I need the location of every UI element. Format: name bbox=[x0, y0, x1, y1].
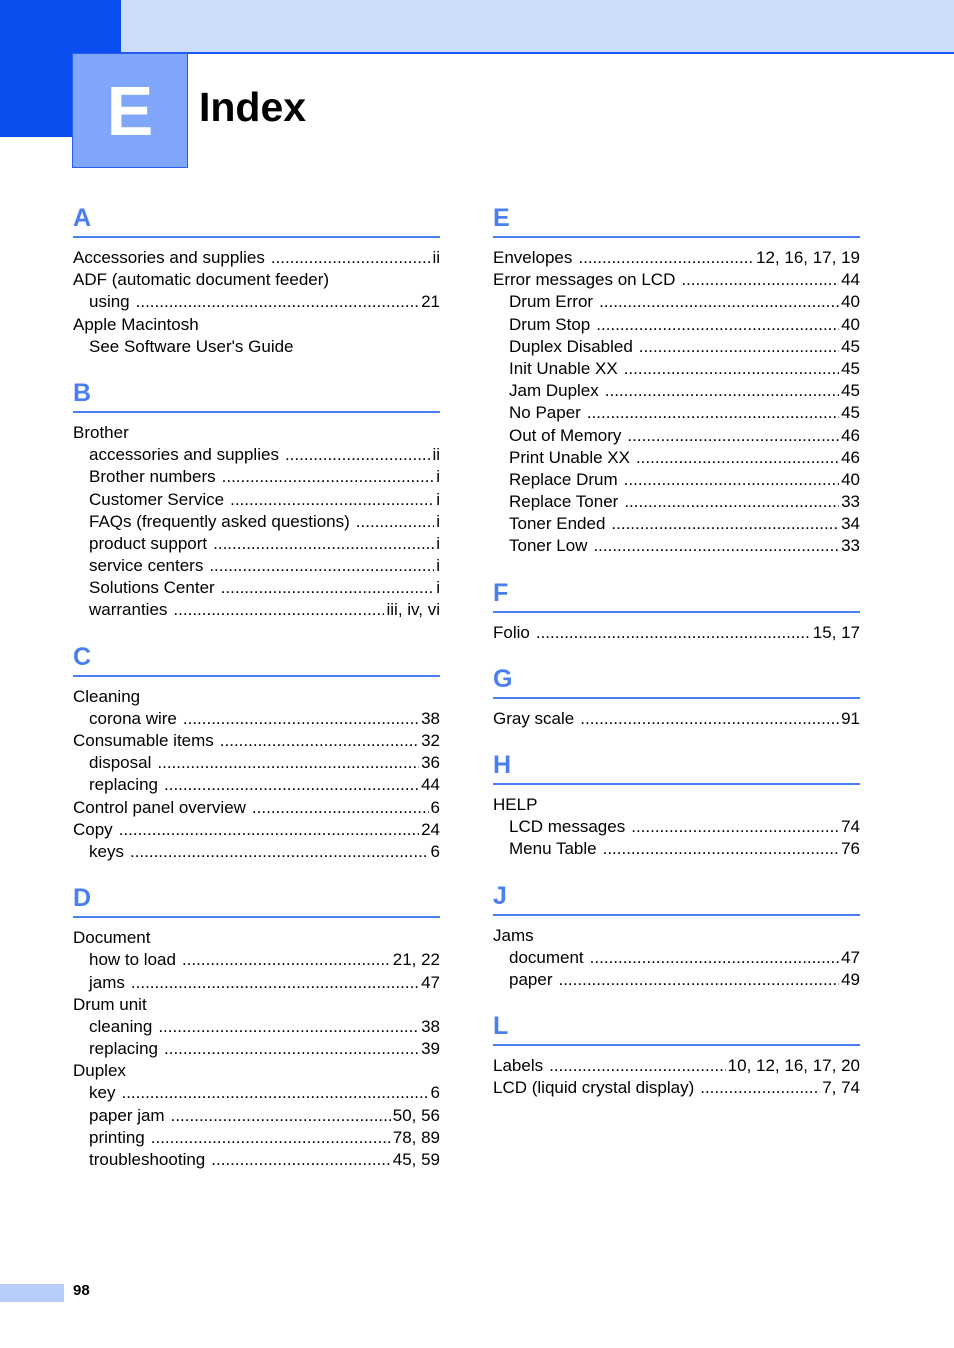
dot-leader bbox=[639, 336, 839, 358]
index-subentry bbox=[493, 816, 860, 838]
section-letter-heading: H bbox=[493, 750, 860, 785]
entry-page-ref[interactable]: 45, 59 bbox=[392, 1150, 440, 1169]
index-subentry bbox=[493, 425, 860, 447]
entry-term: Replace Toner bbox=[509, 492, 619, 512]
index-subentry bbox=[73, 577, 440, 599]
dot-leader bbox=[549, 1055, 726, 1077]
dot-leader bbox=[164, 1038, 419, 1060]
entry-page-ref[interactable]: 21 bbox=[421, 292, 440, 312]
index-entry bbox=[73, 1060, 440, 1082]
index-subentry bbox=[73, 752, 440, 774]
index-subentry bbox=[73, 949, 440, 971]
index-subentry bbox=[493, 947, 860, 969]
index-subentry bbox=[493, 513, 860, 535]
entry-page-ref[interactable]: 36 bbox=[421, 753, 440, 773]
footer-tab bbox=[0, 1284, 64, 1302]
entry-term: Duplex Disabled bbox=[509, 336, 633, 356]
page-number: 98 bbox=[73, 1282, 90, 1299]
index-subentry bbox=[493, 535, 860, 557]
chapter-letter: E bbox=[72, 53, 188, 168]
entry-term: accessories and supplies bbox=[89, 445, 279, 465]
entry-term: Jam Duplex bbox=[509, 381, 599, 401]
entry-term: HELP bbox=[493, 795, 538, 814]
dot-leader bbox=[700, 1077, 820, 1099]
index-subentry bbox=[73, 841, 440, 863]
entry-term: printing bbox=[89, 1127, 145, 1147]
index-subentry bbox=[73, 1082, 440, 1104]
entry-page-ref[interactable]: 38 bbox=[421, 1016, 440, 1036]
entry-term: Copy bbox=[73, 819, 113, 839]
entry-term: cleaning bbox=[89, 1016, 153, 1036]
entry-term: Control panel overview bbox=[73, 797, 246, 817]
entry-page-ref[interactable]: 45 bbox=[841, 403, 860, 423]
dot-leader bbox=[171, 1105, 391, 1127]
entry-page-ref[interactable]: iii, iv, vi bbox=[386, 600, 440, 620]
dot-leader bbox=[627, 425, 839, 447]
index-subentry bbox=[73, 774, 440, 796]
index-subentry bbox=[493, 380, 860, 402]
index-entry bbox=[73, 819, 440, 841]
index-section bbox=[73, 378, 440, 622]
dot-leader bbox=[596, 314, 839, 336]
entry-term: replacing bbox=[89, 1039, 158, 1059]
entry-term: Drum Error bbox=[509, 292, 594, 312]
index-section bbox=[493, 578, 860, 644]
entry-term: Gray scale bbox=[493, 708, 575, 728]
entry-term: Brother numbers bbox=[89, 467, 216, 487]
entry-page-ref[interactable]: ii bbox=[432, 248, 440, 267]
entry-term: Solutions Center bbox=[89, 578, 215, 598]
entry-term: service centers bbox=[89, 556, 204, 576]
index-entry bbox=[493, 247, 860, 269]
entry-term: Replace Drum bbox=[509, 469, 618, 489]
entry-term: Jams bbox=[493, 925, 534, 945]
entry-term: document bbox=[509, 947, 584, 967]
entry-page-ref[interactable]: 76 bbox=[841, 839, 860, 859]
dot-leader bbox=[209, 555, 434, 577]
entry-page-ref[interactable]: 32 bbox=[421, 731, 440, 750]
dot-leader bbox=[603, 838, 839, 860]
entry-term: corona wire bbox=[89, 708, 177, 728]
index-subentry bbox=[73, 1127, 440, 1149]
entry-term: Menu Table bbox=[509, 839, 597, 859]
index-subentry bbox=[73, 1149, 440, 1171]
index-subentry bbox=[73, 291, 440, 313]
index-entry bbox=[73, 314, 440, 336]
entry-term: Print Unable XX bbox=[509, 447, 630, 467]
entry-term: Apple Macintosh bbox=[73, 314, 199, 334]
entry-page-ref[interactable]: 46 bbox=[841, 447, 860, 467]
dot-leader bbox=[220, 730, 419, 752]
dot-leader bbox=[624, 491, 839, 513]
index-entry bbox=[73, 730, 440, 752]
index-entry bbox=[493, 708, 860, 730]
dot-leader bbox=[271, 247, 431, 269]
index-entry bbox=[73, 927, 440, 949]
index-entry bbox=[73, 797, 440, 819]
entry-page-ref[interactable]: 50, 56 bbox=[392, 1105, 440, 1125]
entry-term: ADF (automatic document feeder) bbox=[73, 270, 330, 290]
entry-list bbox=[493, 1055, 860, 1099]
index-subentry bbox=[493, 402, 860, 424]
entry-term: key bbox=[89, 1083, 116, 1103]
entry-page-ref[interactable]: i bbox=[436, 533, 440, 553]
entry-page-ref[interactable]: 78, 89 bbox=[392, 1127, 440, 1147]
entry-page-ref[interactable]: 45 bbox=[841, 381, 860, 401]
section-letter-heading: G bbox=[493, 664, 860, 699]
dot-leader bbox=[230, 489, 434, 511]
entry-page-ref[interactable]: 6 bbox=[430, 1083, 440, 1103]
index-subentry bbox=[73, 599, 440, 621]
index-entry bbox=[73, 422, 440, 444]
entry-term: paper jam bbox=[89, 1105, 165, 1125]
entry-page-ref[interactable]: 6 bbox=[430, 841, 440, 861]
entry-term: using bbox=[89, 292, 130, 312]
entry-page-ref[interactable]: 45 bbox=[841, 358, 860, 378]
dot-leader bbox=[252, 797, 429, 819]
entry-list bbox=[493, 622, 860, 644]
entry-term: disposal bbox=[89, 753, 152, 773]
dot-leader bbox=[121, 1082, 428, 1104]
index-subentry bbox=[73, 708, 440, 730]
entry-page-ref[interactable]: 47 bbox=[841, 947, 860, 967]
index-subentry bbox=[493, 447, 860, 469]
entry-page-ref[interactable]: 33 bbox=[841, 536, 860, 556]
entry-term: No Paper bbox=[509, 403, 581, 423]
entry-page-ref[interactable]: 34 bbox=[841, 514, 860, 534]
dot-leader bbox=[558, 969, 839, 991]
dot-leader bbox=[221, 577, 435, 599]
index-subentry bbox=[73, 972, 440, 994]
entry-page-ref[interactable]: 46 bbox=[841, 425, 860, 445]
entry-term: Labels bbox=[493, 1056, 544, 1076]
dot-leader bbox=[624, 469, 839, 491]
entry-term: Folio bbox=[493, 622, 530, 642]
page-title: Index bbox=[199, 84, 307, 130]
dot-leader bbox=[681, 269, 839, 291]
index-subentry bbox=[493, 491, 860, 513]
entry-page-ref[interactable]: 7, 74 bbox=[822, 1078, 860, 1098]
entry-term: product support bbox=[89, 533, 208, 553]
entry-page-ref[interactable]: 45 bbox=[841, 336, 860, 356]
dot-leader bbox=[636, 447, 839, 469]
entry-term: Envelopes bbox=[493, 248, 573, 267]
index-entry bbox=[73, 686, 440, 708]
entry-term: Document bbox=[73, 928, 151, 948]
entry-term: replacing bbox=[89, 775, 158, 795]
entry-page-ref[interactable]: 6 bbox=[430, 797, 440, 817]
entry-list bbox=[493, 708, 860, 730]
dot-leader bbox=[605, 380, 839, 402]
entry-page-ref[interactable]: 38 bbox=[421, 708, 440, 728]
index-entry bbox=[73, 269, 440, 291]
section-letter-heading: J bbox=[493, 881, 860, 916]
dot-leader bbox=[587, 402, 839, 424]
entry-list bbox=[493, 247, 860, 558]
entry-page-ref[interactable]: 10, 12, 16, 17, 20 bbox=[727, 1056, 860, 1076]
entry-list bbox=[73, 927, 440, 1171]
index-subentry bbox=[493, 336, 860, 358]
section-letter-heading: C bbox=[73, 642, 440, 677]
index-subentry bbox=[73, 489, 440, 511]
dot-leader bbox=[182, 949, 391, 971]
dot-leader bbox=[164, 774, 419, 796]
entry-term: troubleshooting bbox=[89, 1150, 206, 1169]
index-section bbox=[493, 1011, 860, 1099]
index-subentry bbox=[493, 314, 860, 336]
dot-leader bbox=[131, 972, 419, 994]
entry-term: Cleaning bbox=[73, 686, 141, 706]
entry-page-ref[interactable]: 47 bbox=[421, 972, 440, 992]
entry-term: Error messages on LCD bbox=[493, 270, 676, 290]
section-letter-heading: A bbox=[73, 203, 440, 238]
index-entry bbox=[493, 925, 860, 947]
index-entry bbox=[493, 269, 860, 291]
entry-page-ref[interactable]: 39 bbox=[421, 1039, 440, 1059]
index-section bbox=[493, 664, 860, 730]
index-entry bbox=[493, 1055, 860, 1077]
entry-term: Consumable items bbox=[73, 731, 214, 750]
index-section bbox=[73, 203, 440, 358]
entry-page-ref[interactable]: 44 bbox=[421, 775, 440, 795]
entry-term: FAQs (frequently asked questions) bbox=[89, 511, 350, 531]
entry-page-ref[interactable]: 74 bbox=[841, 817, 860, 837]
dot-leader bbox=[158, 1016, 419, 1038]
dot-leader bbox=[590, 947, 839, 969]
index-subentry bbox=[493, 969, 860, 991]
index-entry bbox=[73, 994, 440, 1016]
entry-term: Toner Ended bbox=[509, 514, 606, 534]
entry-list bbox=[73, 247, 440, 358]
dot-leader bbox=[222, 466, 435, 488]
entry-page-ref[interactable]: i bbox=[436, 489, 440, 509]
index-entry bbox=[493, 794, 860, 816]
dot-leader bbox=[211, 1149, 390, 1171]
entry-page-ref[interactable]: i bbox=[436, 511, 440, 531]
index-subentry bbox=[493, 358, 860, 380]
entry-term: paper bbox=[509, 969, 553, 989]
index-entry bbox=[493, 1077, 860, 1099]
entry-page-ref[interactable]: 91 bbox=[841, 708, 860, 728]
entry-term: LCD messages bbox=[509, 817, 626, 837]
header-rule bbox=[121, 52, 954, 54]
entry-term: how to load bbox=[89, 950, 176, 970]
index-subentry bbox=[73, 533, 440, 555]
entry-term: See Software User's Guide bbox=[89, 336, 294, 356]
dot-leader bbox=[536, 622, 811, 644]
index-subentry bbox=[493, 838, 860, 860]
entry-list bbox=[73, 686, 440, 864]
entry-term: Accessories and supplies bbox=[73, 248, 265, 267]
dot-leader bbox=[593, 535, 839, 557]
entry-page-ref[interactable]: 49 bbox=[841, 969, 860, 989]
index-column-left bbox=[73, 203, 440, 1191]
entry-term: keys bbox=[89, 841, 124, 861]
dot-leader bbox=[631, 816, 839, 838]
index-subentry bbox=[73, 466, 440, 488]
entry-page-ref[interactable]: 40 bbox=[841, 292, 860, 312]
entry-page-ref[interactable]: 44 bbox=[841, 270, 860, 290]
index-subentry bbox=[73, 1016, 440, 1038]
entry-term: Out of Memory bbox=[509, 425, 622, 445]
entry-page-ref[interactable]: i bbox=[436, 467, 440, 487]
section-letter-heading: E bbox=[493, 203, 860, 238]
entry-term: LCD (liquid crystal display) bbox=[493, 1078, 695, 1098]
dot-leader bbox=[213, 533, 434, 555]
entry-page-ref[interactable]: 40 bbox=[841, 469, 860, 489]
entry-term: Toner Low bbox=[509, 536, 588, 556]
index-subentry bbox=[73, 336, 440, 358]
index-subentry bbox=[73, 1038, 440, 1060]
section-letter-heading: F bbox=[493, 578, 860, 613]
dot-leader bbox=[285, 444, 430, 466]
index-entry bbox=[493, 622, 860, 644]
index-section bbox=[73, 642, 440, 864]
dot-leader bbox=[611, 513, 839, 535]
entry-term: Customer Service bbox=[89, 489, 225, 509]
index-subentry bbox=[73, 444, 440, 466]
dot-leader bbox=[624, 358, 839, 380]
entry-page-ref[interactable]: 33 bbox=[841, 492, 860, 512]
entry-term: Brother bbox=[73, 422, 129, 442]
index-section bbox=[493, 203, 860, 558]
index-section bbox=[493, 750, 860, 861]
entry-page-ref[interactable]: i bbox=[436, 556, 440, 576]
header-band bbox=[121, 0, 954, 52]
entry-list bbox=[73, 422, 440, 622]
entry-page-ref[interactable]: ii bbox=[432, 445, 440, 465]
index-subentry bbox=[493, 469, 860, 491]
index-column-right bbox=[493, 203, 860, 1120]
section-letter-heading: B bbox=[73, 378, 440, 413]
entry-page-ref[interactable]: 40 bbox=[841, 314, 860, 334]
index-subentry bbox=[73, 555, 440, 577]
dot-leader bbox=[157, 752, 419, 774]
index-subentry bbox=[73, 1105, 440, 1127]
dot-leader bbox=[119, 819, 419, 841]
dot-leader bbox=[173, 599, 384, 621]
entry-page-ref[interactable]: 15, 17 bbox=[812, 622, 860, 642]
dot-leader bbox=[151, 1127, 391, 1149]
index-entry bbox=[73, 247, 440, 269]
dot-leader bbox=[578, 247, 754, 269]
index-subentry bbox=[73, 511, 440, 533]
dot-leader bbox=[580, 708, 839, 730]
entry-page-ref[interactable]: 12, 16, 17, 19 bbox=[756, 248, 860, 267]
entry-term: Duplex bbox=[73, 1061, 126, 1081]
entry-term: Init Unable XX bbox=[509, 358, 618, 378]
entry-page-ref[interactable]: 21, 22 bbox=[392, 950, 440, 970]
dot-leader bbox=[183, 708, 419, 730]
index-section bbox=[73, 883, 440, 1171]
entry-page-ref[interactable]: 24 bbox=[421, 819, 440, 839]
entry-list bbox=[493, 925, 860, 992]
section-letter-heading: L bbox=[493, 1011, 860, 1046]
entry-term: Drum unit bbox=[73, 994, 147, 1014]
index-subentry bbox=[493, 291, 860, 313]
entry-list bbox=[493, 794, 860, 861]
entry-term: jams bbox=[89, 972, 125, 992]
dot-leader bbox=[130, 841, 429, 863]
entry-term: Drum Stop bbox=[509, 314, 591, 334]
dot-leader bbox=[356, 511, 434, 533]
entry-page-ref[interactable]: i bbox=[436, 578, 440, 598]
dot-leader bbox=[599, 291, 839, 313]
dot-leader bbox=[136, 291, 419, 313]
section-letter-heading: D bbox=[73, 883, 440, 918]
entry-term: warranties bbox=[89, 600, 168, 620]
index-section bbox=[493, 881, 860, 992]
